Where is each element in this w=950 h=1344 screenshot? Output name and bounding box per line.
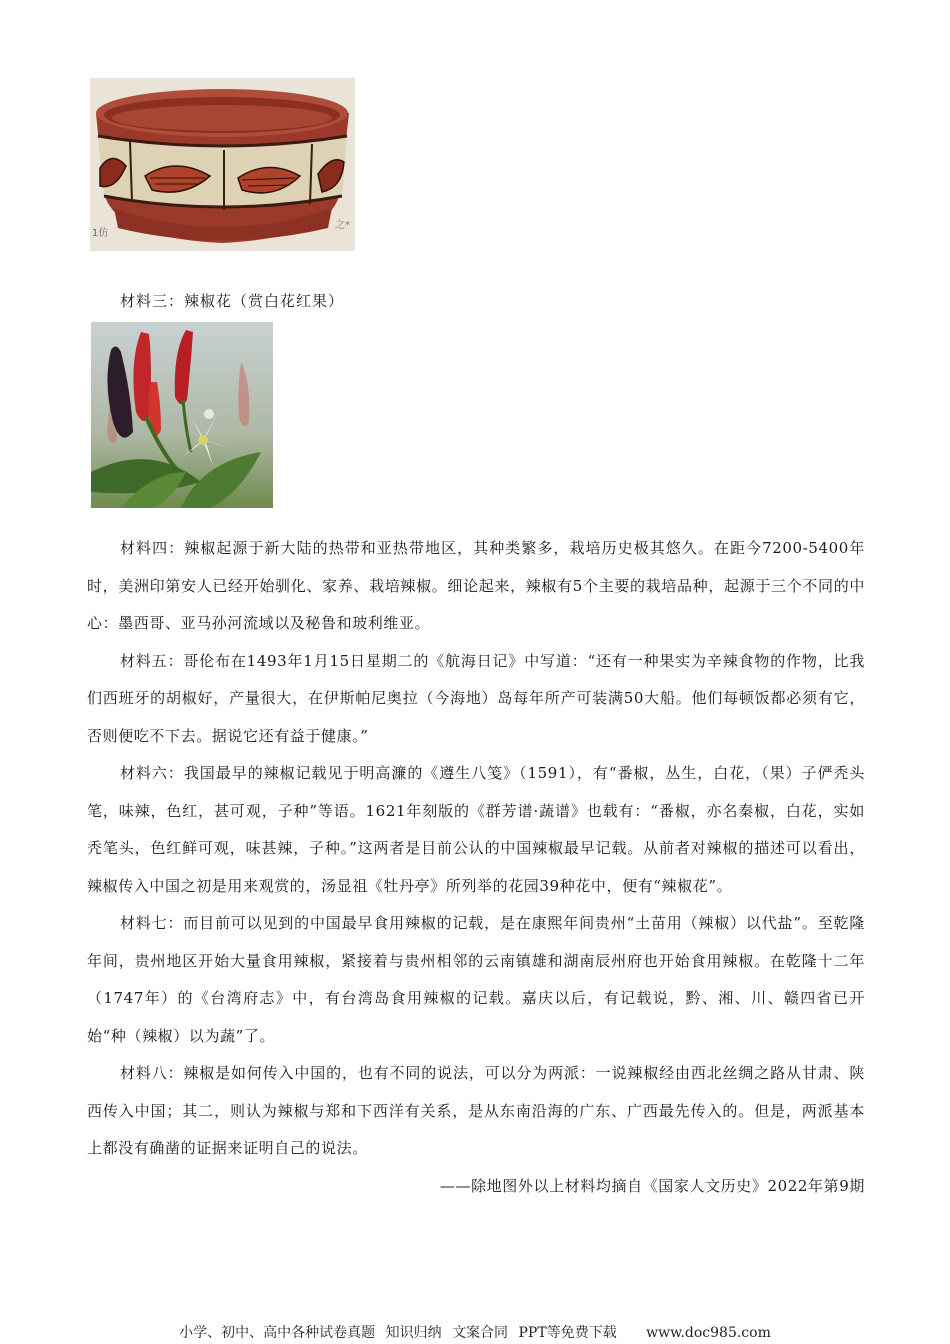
bowl-watermark-left: 1仿 bbox=[92, 228, 109, 239]
material-3-caption: 材料三：辣椒花（赏白花红果） bbox=[120, 292, 345, 310]
footer-item-knowledge: 知识归纳 bbox=[385, 1325, 442, 1341]
footer-item-contracts: 文案合同 bbox=[452, 1325, 509, 1341]
source-citation: ——除地图外以上材料均摘自《国家人文历史》2022年第9期 bbox=[439, 1176, 865, 1195]
body-text bbox=[87, 530, 865, 1205]
bowl-watermark-right: 之* bbox=[335, 220, 350, 231]
material-7-paragraph: 材料七：而目前可以见到的中国最早食用辣椒的记载，是在康熙年间贵州“土苗用（辣椒）以代盐”。至乾隆年间，贵州地区开始大量食用辣椒，紧接着与贵州相邻的云南镇雄和湖南辰州府也开始食用辣椒。在乾隆十二年（1747年）的《台湾府志》中，有台湾岛食用辣椒的记载。嘉庆以后，有记载说，黔、湘、川、赣四省已开始“种（辣椒）以为蔬”了。 bbox=[87, 914, 865, 1045]
material-5-paragraph: 材料五：哥伦布在1493年1月15日星期二的《航海日记》中写道：“还有一种果实为辛辣食物的作物，比我们西班牙的胡椒好，产量很大，在伊斯帕尼奥拉（今海地）岛每年所产可装满50大船。他们每顿饭都必须有它，否则便吃不下去。据说它还有益于健康。” bbox=[87, 651, 865, 745]
footer-item-ppt: PPT等免费下载 bbox=[518, 1325, 617, 1341]
footer-item-exams: 小学、初中、高中各种试卷真题 bbox=[179, 1325, 376, 1341]
footer-url-link[interactable]: www.doc985.com bbox=[646, 1325, 771, 1341]
material-8-paragraph: 材料八：辣椒是如何传入中国的，也有不同的说法，可以分为两派：一说辣椒经由西北丝绸之路从甘肃、陕西传入中国；其二，则认为辣椒与郑和下西洋有关系，是从东南沿海的广东、广西最先传入的。但是，两派基本上都没有确凿的证据来证明自己的说法。 bbox=[87, 1064, 865, 1157]
material-4-paragraph: 材料四：辣椒起源于新大陆的热带和亚热带地区，其种类繁多，栽培历史极其悠久。在距今7200-5400年时，美洲印第安人已经开始驯化、家养、栽培辣椒。细论起来，辣椒有5个主要的栽培品种，起源于三个不同的中心：墨西哥、亚马孙河流域以及秘鲁和玻利维亚。 bbox=[87, 539, 865, 632]
chili-flower-image bbox=[91, 322, 273, 508]
page-footer bbox=[0, 1322, 950, 1342]
material-6-paragraph: 材料六：我国最早的辣椒记载见于明高濂的《遵生八笺》（1591），有“番椒，丛生，白花，（果）子俨秃头笔，味辣，色红，甚可观，子种”等语。1621年刻版的《群芳谱·蔬谱》也载有：“番椒，亦名秦椒，白花，实如秃笔头，色红鲜可观，味甚辣，子种。”这两者是目前公认的中国辣椒最早记载。从前者对辣椒的描述可以看出，辣椒传入中国之初是用来观赏的，汤显祖《牡丹亭》所列举的花园39种花中，便有“辣椒花”。 bbox=[87, 764, 865, 895]
painted-pottery-bowl-image bbox=[90, 78, 355, 251]
